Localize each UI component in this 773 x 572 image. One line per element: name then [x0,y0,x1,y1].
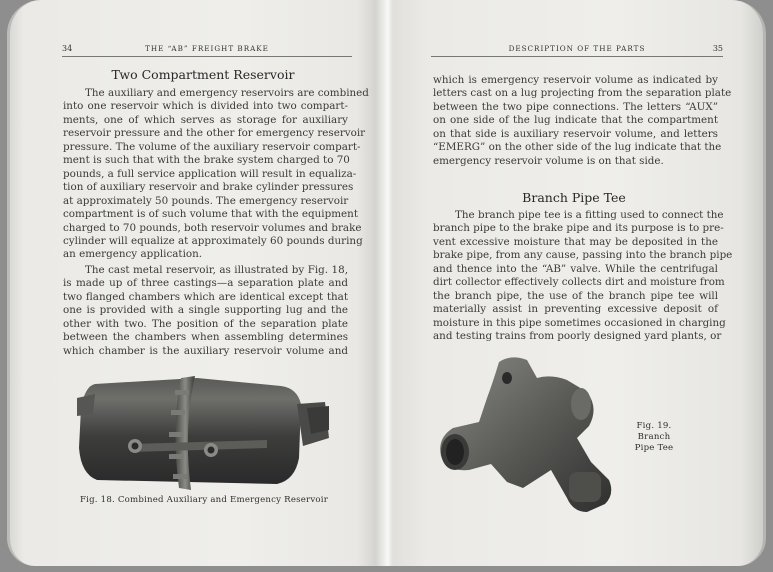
text-line: compartment is of such volume that with the equipment [63,208,358,221]
text-line: on that side is auxiliary reservoir volume, and letters [433,127,718,140]
text-line: at approximately 50 pounds. The emergency reservoir [63,194,349,207]
text-line: other with two. The position of the separation plate [63,317,348,330]
text-line: The auxiliary and emergency reservoirs are combined [85,87,369,99]
text-line: which is emergency reservoir volume as indicated by [433,74,718,86]
paragraph [433,74,732,168]
text-line: cylinder will equalize at approximately 60 pounds during [63,234,363,247]
body-text-continued [433,74,732,168]
text-line: The cast metal reservoir, as illustrated by Fig. 18, [85,263,348,276]
text-line: and thence into the “AB” valve. While the centrifugal [433,262,718,275]
text-line: two flanged chambers which are identical except that [63,290,348,303]
figure-caption-line: Pipe Tee [634,443,674,453]
text-line: ment is such that with the brake system charged to 70 [63,154,350,167]
text-line: pounds, a full service application will result in equaliza- [63,167,357,180]
text-line: letters cast on a lug projecting from the separation plate [433,87,732,100]
text-line: branch pipe to the brake pipe and its purpose is to pre- [433,222,724,235]
text-line: which chamber is the auxiliary reservoir volume and [63,344,348,357]
text-line: into one reservoir which is divided into two compart- [63,100,348,113]
text-line: The branch pipe tee is a fitting used to connect the [455,209,724,221]
text-line: pressure. The volume of the auxiliary reservoir compart- [63,140,361,153]
running-head-left [62,44,352,57]
text-line: is made up of three castings—a separation plate and [63,277,348,290]
text-line: charged to 70 pounds, both reservoir volumes and brake [63,221,362,234]
body-text [433,209,733,344]
text-line: ments, one of which serves as storage for auxiliary [63,113,348,126]
page-number: 34 [62,44,73,53]
text-line: moisture in this pipe sometimes occasioned in charging [433,316,726,329]
running-head-right [431,44,723,57]
text-line: an emergency application. [63,248,203,261]
text-line: reservoir pressure and the other for emergency reservoir [63,127,366,140]
body-text [63,87,369,358]
figure-caption-line: Fig. 19. Branch [636,421,672,442]
text-line: between the chambers when assembling determines [63,331,348,344]
text-line: between the two pipe connections. The letters “AUX” [433,100,718,113]
section-heading: Branch Pipe Tee [522,190,626,205]
left-page [7,0,387,566]
text-line: and testing trains from poorly designed yard plants, or [433,330,722,343]
page-number: 35 [712,44,723,53]
pipe-tee-photo-icon [439,352,619,514]
figure-caption [623,421,685,454]
text-line: vent excessive moisture that may be deposited in the [433,235,718,248]
text-line: dirt collector effectively collects dirt and moisture from [433,276,725,289]
text-line: emergency reservoir volume is on that side. [433,154,664,167]
paragraph [433,209,733,344]
section-heading: Two Compartment Reservoir [111,67,295,82]
right-page [387,0,766,566]
text-line: the branch pipe, the use of the branch pipe tee will [433,289,718,302]
text-line: tion of auxiliary reservoir and brake cylinder pressures [63,181,354,194]
text-line: brake pipe, from any cause, passing into the branch pipe [433,249,733,262]
paragraph [63,264,348,358]
running-head-title: DESCRIPTION OF THE PARTS [508,44,646,53]
text-line: “EMERG” on the other side of the lug indicate that the [433,141,722,154]
reservoir-photo-icon [67,368,337,490]
running-head-title: THE “AB” FREIGHT BRAKE [145,44,269,53]
figure-caption: Fig. 18. Combined Auxiliary and Emergency Reservoir [80,495,329,505]
text-line: one is provided with a single supporting lug and the [63,304,348,317]
text-line: materially assist in preventing excessive deposit of [433,303,718,316]
text-line: on one side of the lug indicate that the compartment [433,114,718,127]
paragraph [63,87,369,262]
